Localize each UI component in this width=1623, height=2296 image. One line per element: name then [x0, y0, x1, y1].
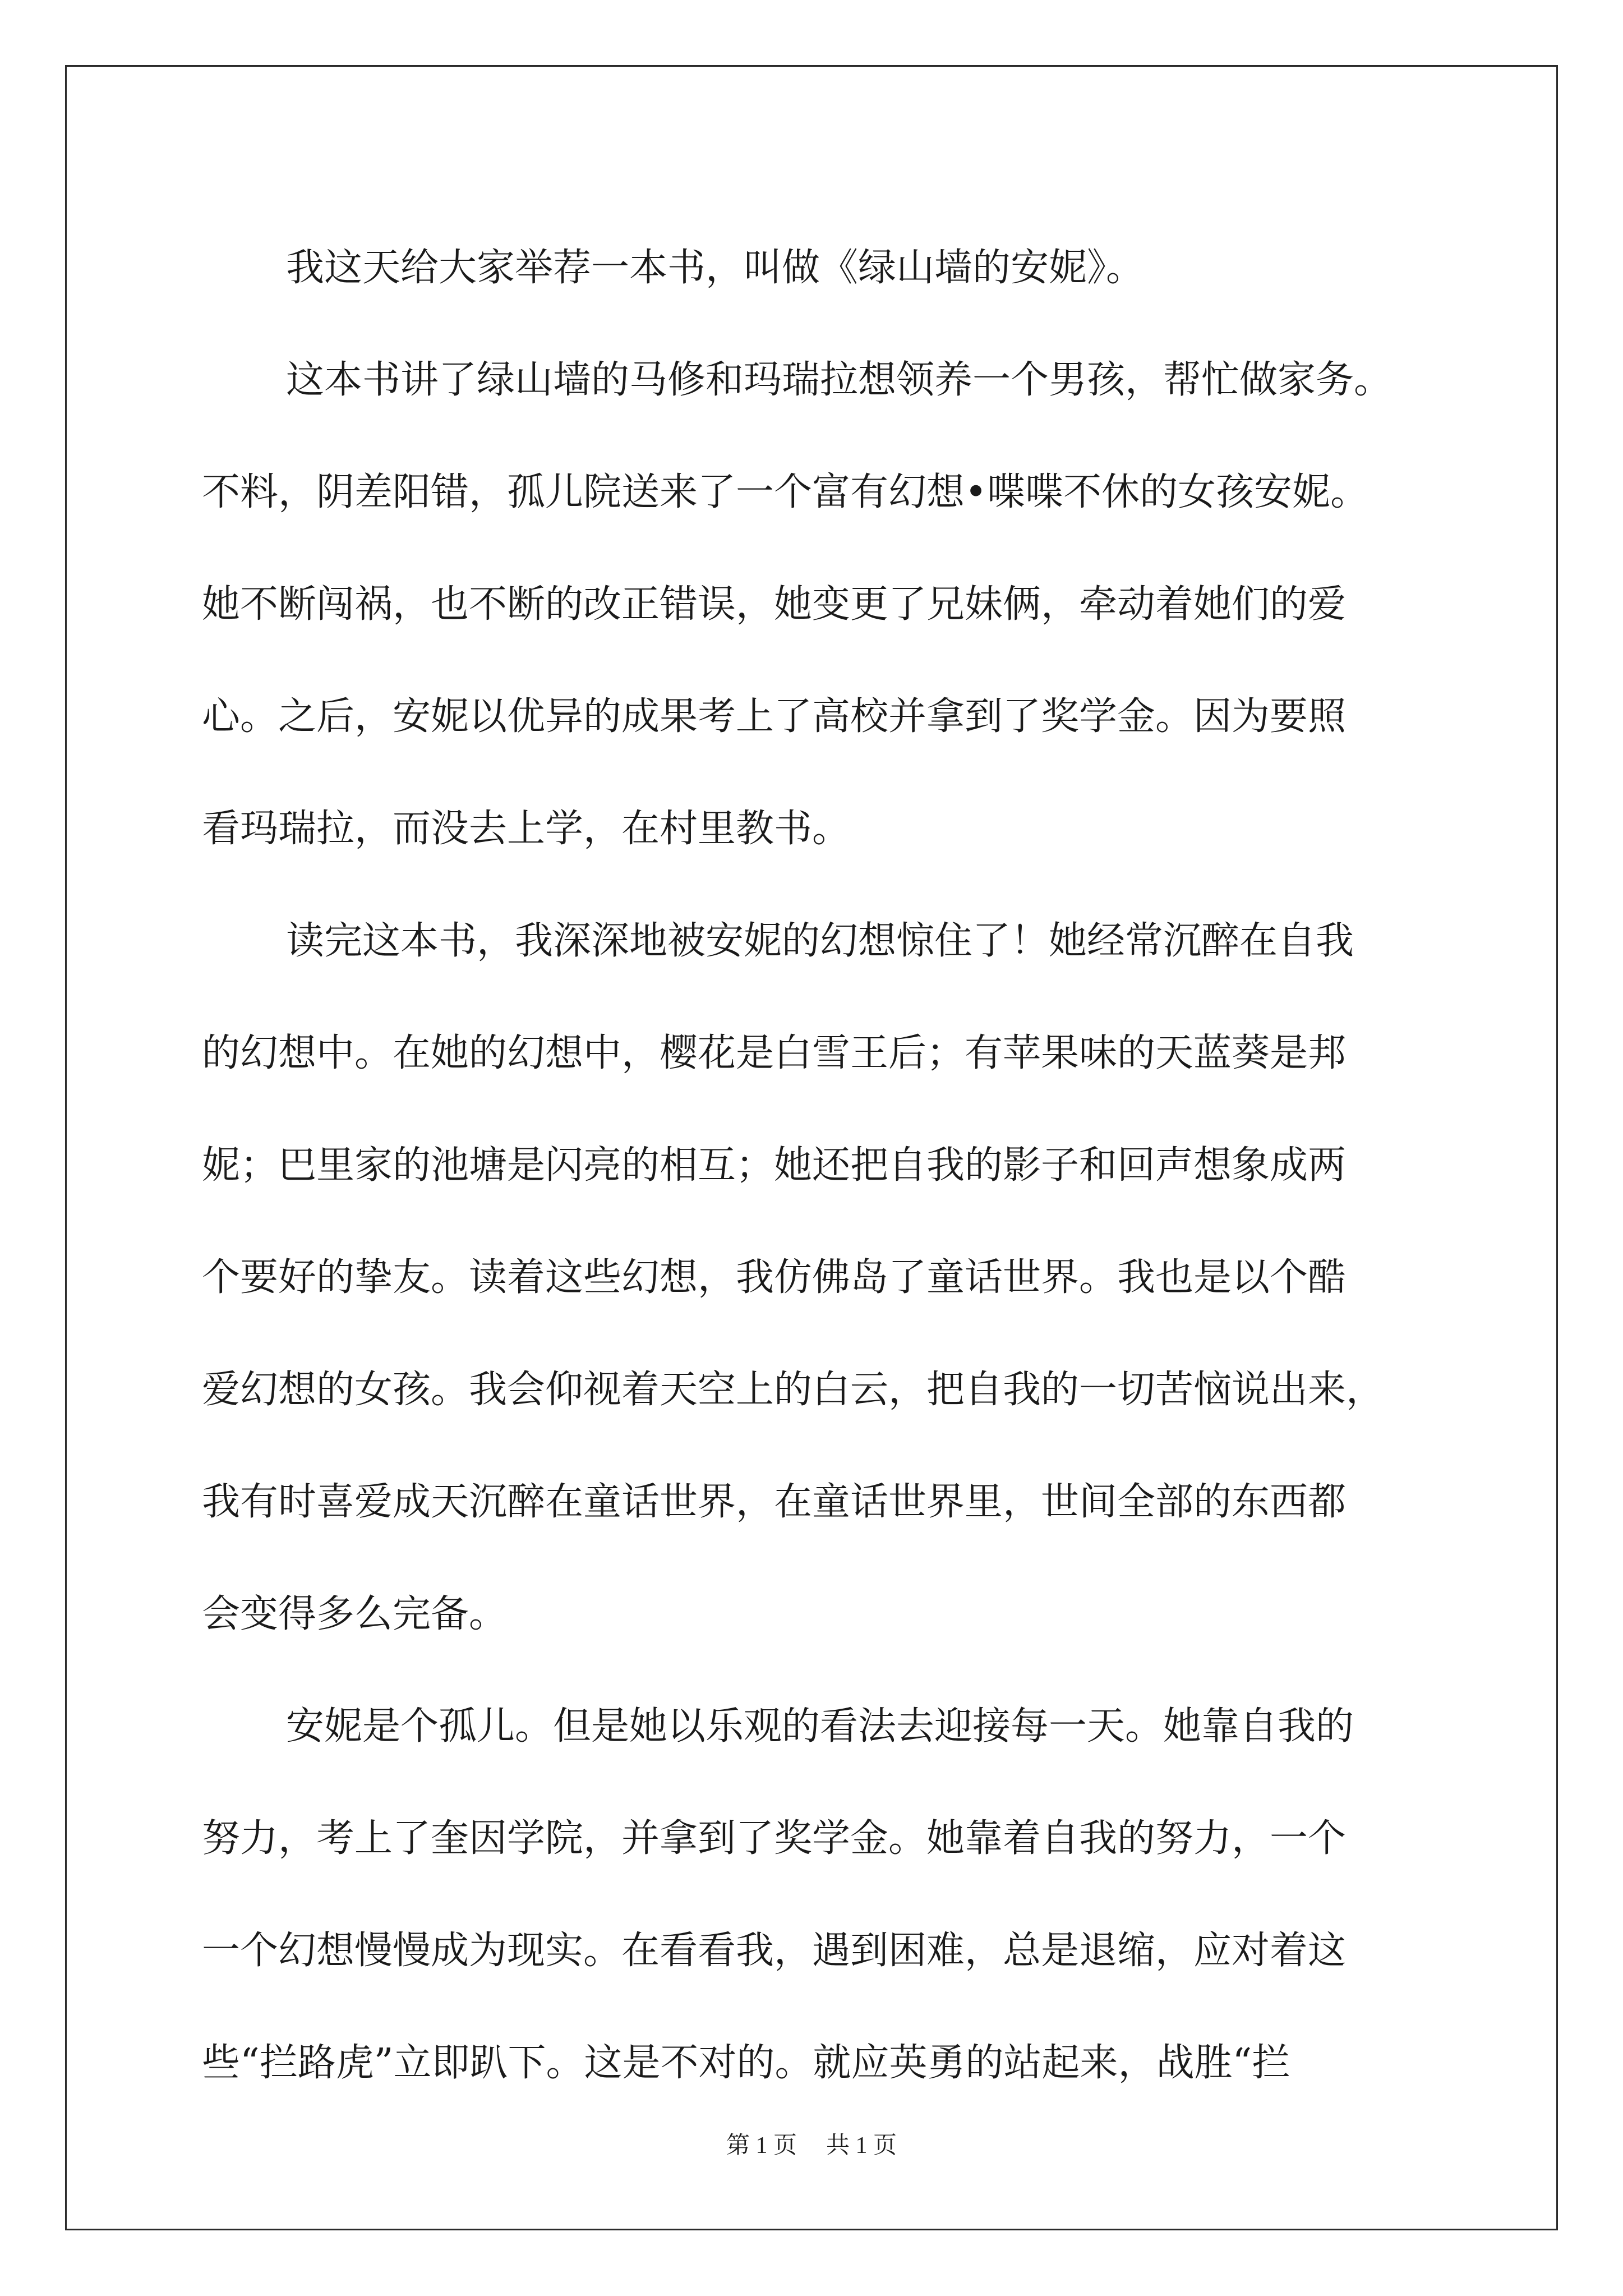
text-line: 会变得多么完备。: [202, 1592, 508, 1636]
text-line: 个要好的挚友。读着这些幻想，我仿佛岛了童话世界。我也是以个酷: [202, 1255, 1347, 1300]
page-number: 第 1 页: [726, 2133, 797, 2159]
document-body: [202, 212, 1436, 2119]
text-line: 看玛瑞拉，而没去上学，在村里教书。: [202, 807, 851, 851]
text-line: 安妮是个孤儿。但是她以乐观的看法去迎接每一天。她靠自我的: [286, 1704, 1354, 1749]
text-line: 的幻想中。在她的幻想中，樱花是白雪王后；有苹果味的天蓝葵是邦: [202, 1031, 1347, 1075]
page-count: 共 1 页: [826, 2133, 897, 2159]
text-line: 爱幻想的女孩。我会仰视着天空上的白云，把自我的一切苦恼说出来，: [202, 1368, 1385, 1412]
text-line: 我有时喜爱成天沉醉在童话世界，在童话世界里，世间全部的东西都: [202, 1480, 1347, 1524]
text-line: 一个幻想慢慢成为现实。在看看我，遇到困难，总是退缩，应对着这: [202, 1929, 1347, 1973]
text-line: 些“拦路虎”立即趴下。这是不对的。就应英勇的站起来，战胜“拦: [202, 2041, 1290, 2085]
text-line: 妮；巴里家的池塘是闪亮的相互；她还把自我的影子和回声想象成两: [202, 1143, 1347, 1188]
text-line: 心。之后，安妮以优异的成果考上了高校并拿到了奖学金。因为要照: [202, 694, 1347, 739]
text-line: 这本书讲了绿山墙的马修和玛瑞拉想领养一个男孩，帮忙做家务。: [286, 358, 1393, 402]
text-line: 努力，考上了奎因学院，并拿到了奖学金。她靠着自我的努力，一个: [202, 1816, 1347, 1861]
page-footer: [0, 2129, 1623, 2162]
text-line: 我这天给大家举荐一本书，叫做《绿山墙的安妮》。: [286, 246, 1145, 290]
text-line: 不料，阴差阳错，孤儿院送来了一个富有幻想•喋喋不休的女孩安妮。: [202, 470, 1369, 514]
text-line: 读完这本书，我深深地被安妮的幻想惊住了！她经常沉醉在自我: [286, 919, 1354, 963]
text-line: 她不断闯祸，也不断的改正错误，她变更了兄妹俩，牵动着她们的爱: [202, 582, 1347, 627]
